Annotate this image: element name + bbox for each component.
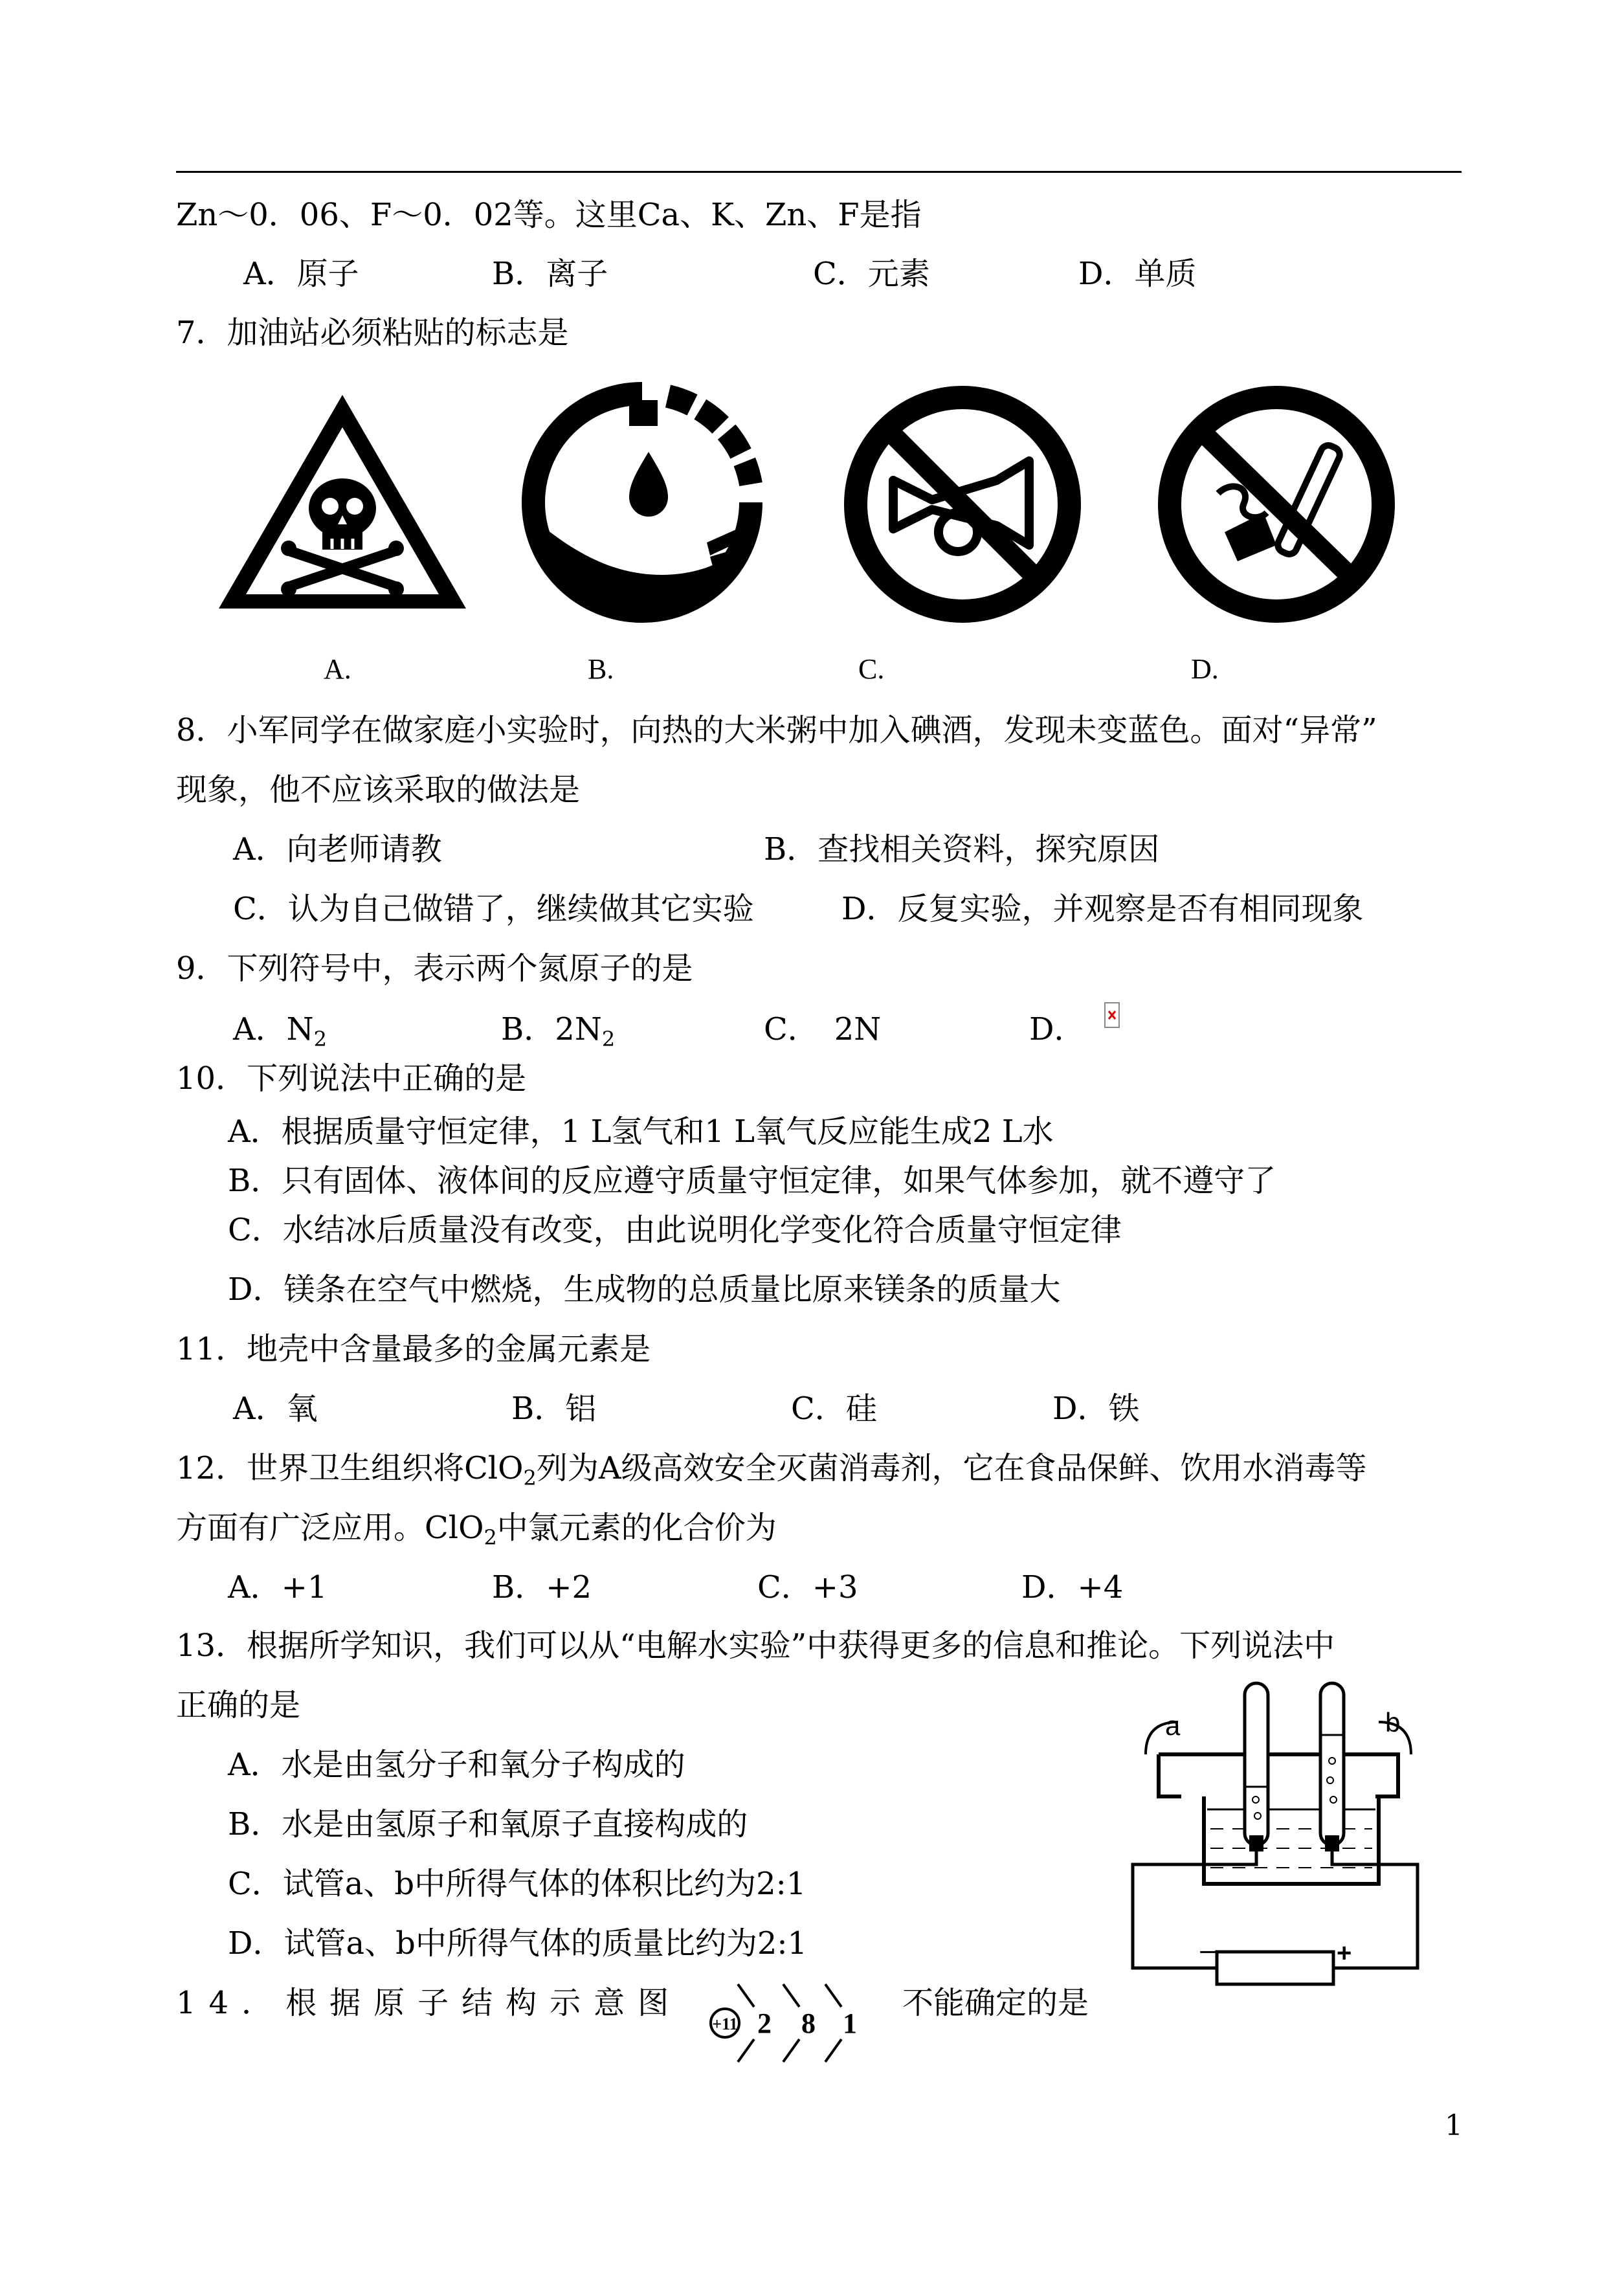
q13-stem-line1: 13．根据所学知识，我们可以从“电解水实验”中获得更多的信息和推论。下列说法中 — [176, 1627, 1335, 1664]
q9-stem: 9．下列符号中，表示两个氮原子的是 — [176, 950, 693, 987]
q8-option-c: C．认为自己做错了，继续做其它实验 — [233, 891, 754, 927]
q11-option-b: B．铝 — [511, 1391, 597, 1427]
q7-label-d: D. — [1191, 653, 1219, 685]
q12-stem-line2: 方面有广泛应用。ClO$_2$中氯元素的化合价为 — [176, 1510, 777, 1550]
q12-option-d: D．+4 — [1021, 1569, 1124, 1605]
q11-option-d: D．铁 — [1052, 1391, 1140, 1427]
q8-option-b: B．查找相关资料，探究原因 — [764, 831, 1160, 867]
electrolysis-apparatus-diagram — [1126, 1670, 1430, 2013]
plus-sign: + — [1337, 1939, 1352, 1967]
minus-sign: － — [1197, 1939, 1223, 1967]
q11-stem: 11．地壳中含量最多的金属元素是 — [176, 1331, 651, 1367]
q7-label-c: C. — [858, 653, 885, 685]
q12-stem-line1: 12．世界卫生组织将ClO$_2$列为A级高效安全灭菌消毒剂，它在食品保鲜、饮用水消毒等 — [176, 1450, 1367, 1490]
atom-shell-1: 2 — [757, 2008, 772, 2039]
q8-stem-line2: 现象，他不应该采取的做法是 — [176, 772, 581, 808]
q13-option-d: D．试管a、b中所得气体的质量比约为2:1 — [228, 1925, 808, 1962]
q8-stem-line1: 8．小军同学在做家庭小实验时，向热的大米粥中加入碘酒，发现未变蓝色。面对“异常” — [176, 712, 1377, 748]
poison-sign-icon — [214, 388, 471, 615]
q9-option-a: A．$N_2$ — [233, 1011, 328, 1051]
q10-option-d: D．镁条在空气中燃烧，生成物的总质量比原来镁条的质量大 — [228, 1271, 1061, 1308]
q10-stem: 10．下列说法中正确的是 — [176, 1060, 527, 1097]
q7-label-a: A. — [324, 653, 351, 685]
atom-shell-2: 8 — [801, 2008, 816, 2039]
q13-option-b: B．水是由氢原子和氧原子直接构成的 — [228, 1806, 748, 1842]
q8-option-d: D．反复实验，并观察是否有相同现象 — [841, 891, 1364, 927]
q14-stem: 14．根据原子结构示意图 — [176, 1985, 682, 2021]
q6-option-a: A．原子 — [243, 256, 359, 292]
q11-option-a: A．氧 — [233, 1391, 318, 1427]
q11-option-c: C．硅 — [791, 1391, 877, 1427]
q7-label-b: B. — [588, 653, 614, 685]
header-rule — [176, 171, 1462, 173]
q6-option-d: D．单质 — [1078, 256, 1197, 292]
q12-option-b: B．+2 — [492, 1569, 592, 1605]
atom-nucleus-charge: +11 — [712, 2015, 738, 2033]
atom-shell-3: 1 — [843, 2008, 857, 2039]
no-smoking-sign-icon — [1147, 383, 1406, 625]
q10-option-c: C．水结冰后质量没有改变，由此说明化学变化符合质量守恒定律 — [228, 1212, 1122, 1248]
sodium-atom-structure-diagram — [706, 1974, 874, 2072]
q9-option-d: D． — [1029, 1011, 1085, 1047]
q7-stem: 7．加油站必须粘贴的标志是 — [176, 315, 569, 351]
q10-option-a: A．根据质量守恒定律，1 L氢气和1 L氧气反应能生成2 L水 — [228, 1113, 1054, 1150]
q13-option-c: C．试管a、b中所得气体的体积比约为2:1 — [228, 1866, 806, 1902]
q9-option-c: C． 2N — [764, 1011, 882, 1047]
tube-b-label: b — [1385, 1707, 1401, 1738]
broken-image-icon — [1104, 1002, 1120, 1028]
q14-stem-tail: 不能确定的是 — [902, 1985, 1089, 2021]
q9-option-b: B．$2N_2$ — [501, 1011, 616, 1051]
water-saving-sign-icon — [513, 381, 772, 624]
q8-option-a: A．向老师请教 — [233, 831, 442, 867]
q6-option-c: C．元素 — [813, 256, 930, 292]
q13-stem-line2: 正确的是 — [176, 1687, 301, 1723]
q6-option-b: B．离子 — [492, 256, 608, 292]
q13-option-a: A．水是由氢分子和氧分子构成的 — [228, 1747, 685, 1783]
q12-option-a: A．+1 — [228, 1569, 328, 1605]
no-horn-sign-icon — [841, 383, 1084, 625]
q12-option-c: C．+3 — [757, 1569, 858, 1605]
tube-a-label: a — [1165, 1710, 1181, 1741]
page-number: 1 — [1445, 2109, 1463, 2142]
q10-option-b: B．只有固体、液体间的反应遵守质量守恒定律，如果气体参加，就不遵守了 — [228, 1163, 1276, 1199]
q6-stem-tail: Zn～0．06、F～0．02等。这里Ca、K、Zn、F是指 — [176, 197, 922, 233]
